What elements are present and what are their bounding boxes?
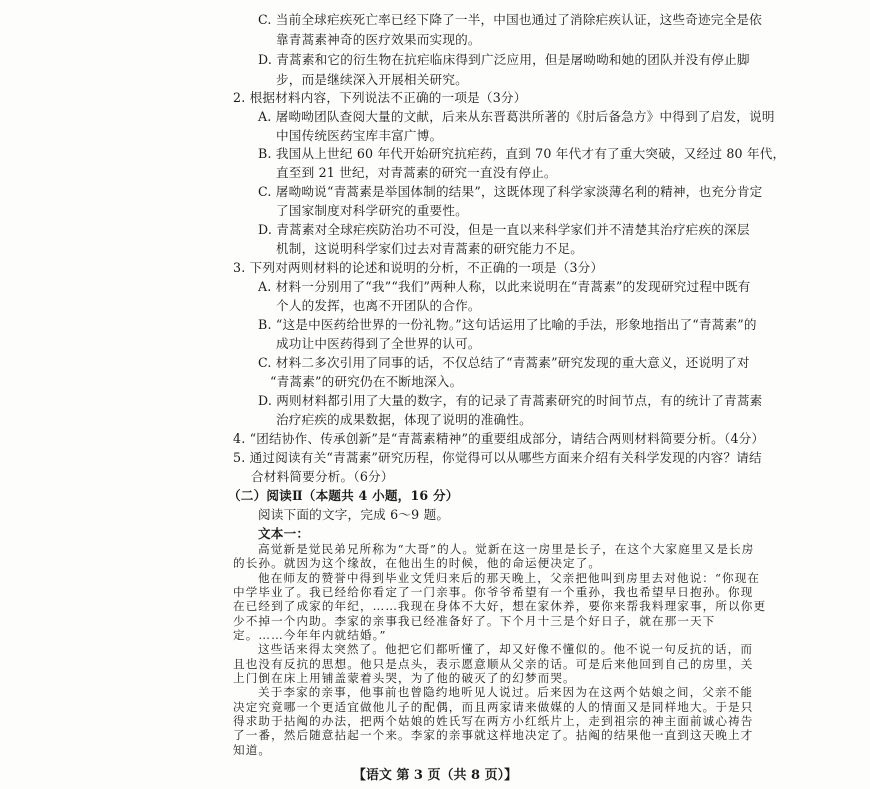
- passage-line: 关于李家的亲事，他事前也曾隐约地听见人说过。后来因为在这两个姑娘之间，父亲不能: [258, 685, 754, 700]
- q3-option-a-line2: 个人的发挥，也离不开团队的合作。: [276, 298, 481, 313]
- q2-option-a-line1: A. 屠呦呦团队查阅大量的文献，后来从东晋葛洪所著的《肘后备急方》中得到了启发，说明: [258, 109, 775, 124]
- question-5-line2: 合材料简要分析。（6分）: [251, 469, 394, 484]
- question-2: 2. 根据材料内容，下列说法不正确的一项是（3分）: [233, 90, 527, 105]
- q2-option-c-line1: C. 屠呦呦说“青蒿素是举国体制的结果”，这既体现了科学家淡薄名利的精神，也充分肯定: [258, 184, 763, 199]
- passage-line: 中学毕业了。我已经给你看定了一门亲事。你爷爷希望有一个重孙，我也希望早日抱孙。你现: [233, 585, 754, 599]
- q2-option-d-line2: 机制，这说明科学家们过去对青蒿素的研究能力不足。: [276, 241, 584, 256]
- q3-option-d-line2: 治疗疟疾的成果数据，体现了说明的准确性。: [276, 412, 532, 427]
- q2-option-d-line1: D. 青蒿素对全球疟疾防治功不可没，但是一直以来科学家们并不清楚其治疗疟疾的深层: [258, 222, 750, 237]
- q3-option-a-line1: A. 材料一分别用了“我”“我们”两种人称，以此来说明在“青蒿素”的发现研究过程中既有: [258, 279, 751, 294]
- passage-line: 决定究竟哪一个更适宜做他儿子的配偶，而且两家请来做媒的人的情面又是同样地大。于是只: [233, 699, 754, 714]
- passage-line: 少不掉一个内助。李家的亲事我已经准备好了。下个月十三是个好日子，就在那一天下: [233, 613, 716, 628]
- question-4: 4. “团结协作、传承创新”是“青蒿素精神”的重要组成部分，请结合两则材料简要分析。（4分）: [233, 431, 765, 446]
- text-one-label: 文本一：: [258, 526, 310, 541]
- passage-line: 定。……今年年内就结婚。”: [233, 628, 387, 642]
- passage-line: 了一番，然后随意拈起一个来。李家的亲事就这样地决定了。拈阄的结果他一直到这天晚上才: [233, 728, 754, 743]
- q3-option-c-line2: “青蒿素”的研究仍在不断地深入。: [270, 374, 463, 389]
- page-footer: 【语文 第 3 页（共 8 页）】: [352, 768, 518, 783]
- section-heading: （二）阅读Ⅱ（本题共 4 小题，16 分）: [228, 488, 459, 503]
- option-d-line2: 步，而是继续深入开展相关研究。: [276, 72, 468, 87]
- q2-option-b-line1: B. 我国从上世纪 60 年代开始研究抗疟药，直到 70 年代才有了重大突破，又经过 80 年代，: [258, 146, 786, 161]
- passage-line: 这些话来得太突然了。他把它们都听懂了，却又好像不懂似的。他不说一句反抗的话，而: [258, 642, 754, 657]
- passage-line: 他在师友的赞誉中得到毕业文凭归来后的那天晚上，父亲把他叫到房里去对他说：“你现在: [258, 570, 761, 585]
- q3-option-b-line1: B. “这是中医药给世界的一份礼物。”这句话运用了比喻的手法，形象地指出了“青蒿素”的: [258, 317, 757, 332]
- question-5-line1: 5. 通过阅读有关“青蒿素”研究历程，你觉得可以从哪些方面来介绍有关科学发现的内容？请结: [233, 450, 762, 465]
- q2-option-c-line2: 了国家制度对科学研究的重要性。: [276, 203, 468, 218]
- option-d-line1: D. 青蒿素和它的衍生物在抗疟临床得到广泛应用，但是屠呦呦和她的团队并没有停止脚: [258, 52, 750, 67]
- passage-line: 上门倒在床上用铺盖蒙着头哭，为了他的破灭了的幻梦而哭。: [233, 671, 576, 685]
- q3-option-b-line2: 成功让中医药得到了全世界的认可。: [276, 336, 481, 351]
- question-3: 3. 下列对两则材料的论述和说明的分析，不正确的一项是（3分）: [233, 260, 604, 275]
- passage-line: 高觉新是觉民弟兄所称为“大哥”的人。觉新在这一房里是长子，在这个大家庭里又是长房: [258, 542, 755, 556]
- option-c-line1: C. 当前全球疟疾死亡率已经下降了一半，中国也通过了消除疟疾认证，这些奇迹完全是依: [258, 12, 762, 27]
- q3-option-d-line1: D. 两则材料都引用了大量的数字，有的记录了青蒿素研究的时间节点，有的统计了青蒿素: [258, 393, 763, 408]
- passage-line: 得求助于拈阄的办法，把两个姑娘的姓氏写在两方小红纸片上，走到祖宗的神主面前诚心祷告: [233, 714, 754, 728]
- q3-option-c-line1: C. 材料二多次引用了同事的话，不仅总结了“青蒿素”研究发现的重大意义，还说明了对: [258, 355, 750, 370]
- reading-instruction: 阅读下面的文字，完成 6～9 题。: [258, 507, 450, 522]
- passage-line: 的长孙。就因为这个缘故，在他出生的时候，他的命运便决定了。: [233, 556, 602, 571]
- passage-line: 在已经到了成家的年纪，……我现在身体不大好，想在家休养，要你来帮我料理家事，所以你更: [233, 599, 767, 614]
- q2-option-b-line2: 直至到 21 世纪，对青蒿素的研究一直没有停止。: [276, 165, 557, 180]
- passage-line: 知道。: [233, 742, 272, 757]
- passage-line: 且也没有反抗的思想。他只是点头，表示愿意顺从父亲的话。可是后来他回到自己的房里，关: [233, 656, 754, 671]
- option-c-line2: 靠青蒿素神奇的医疗效果而实现的。: [276, 32, 481, 47]
- q2-option-a-line2: 中国传统医药宝库丰富广博。: [276, 128, 443, 143]
